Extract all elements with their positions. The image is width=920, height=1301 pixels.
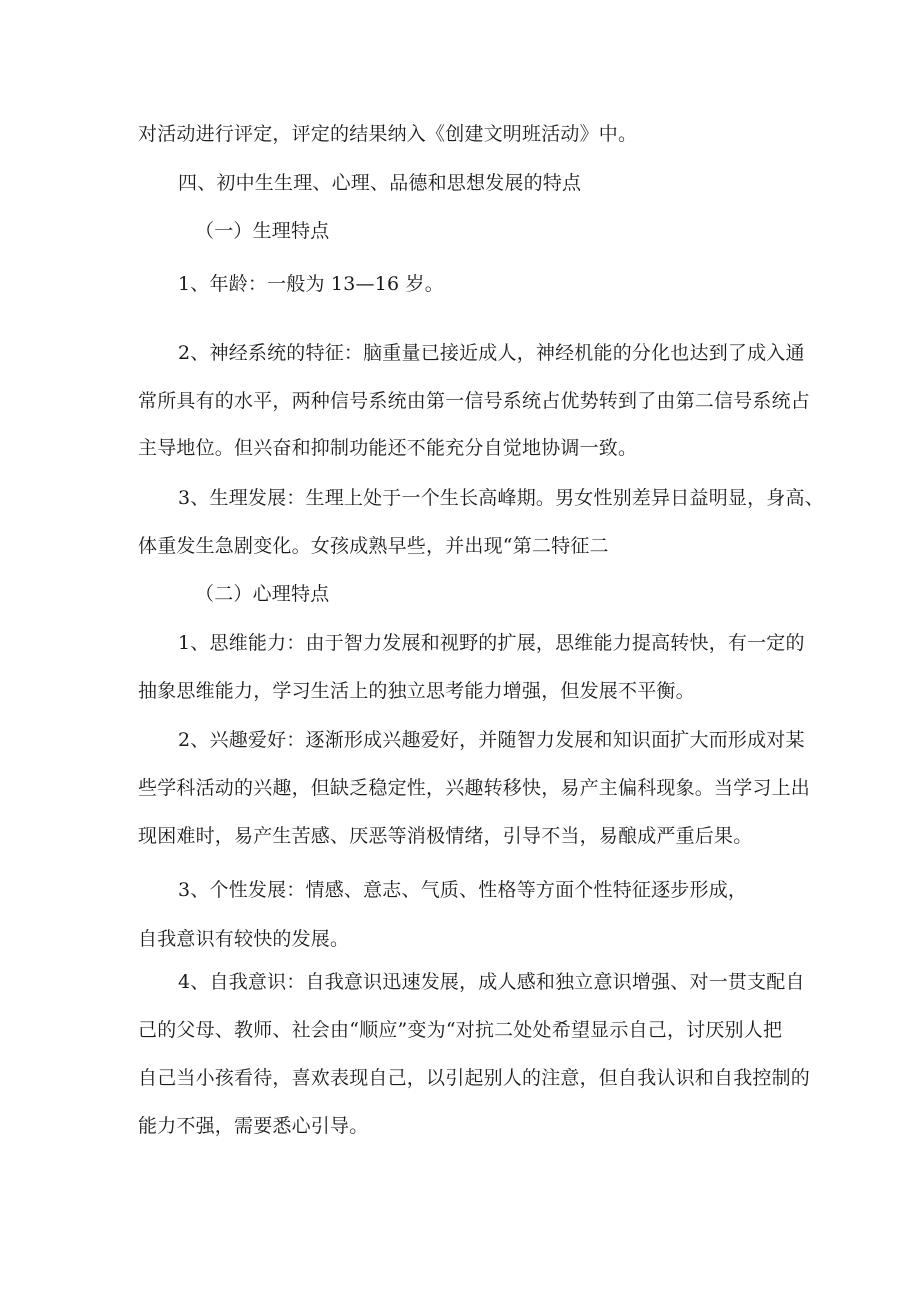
paragraph-line: 些学科活动的兴趣，但缺乏稳定性，兴趣转移快，易产主偏科现象。当学习上出 xyxy=(138,777,811,799)
subsection-heading: （一）生理特点 xyxy=(195,220,330,242)
paragraph-line: 1、年龄：一般为 13—16 岁。 xyxy=(178,273,444,295)
paragraph-line: 抽象思维能力，学习生活上的独立思考能力增强，但发展不平衡。 xyxy=(138,680,695,702)
section-heading: 四、初中生生理、心理、品德和思想发展的特点 xyxy=(178,172,582,194)
paragraph-line: 2、兴趣爱好：逐渐形成兴趣爱好，并随智力发展和知识面扩大而形成对某 xyxy=(178,729,805,751)
paragraph-line: 体重发生急剧变化。女孩成熟早些，并出现“第二特征二 xyxy=(138,535,609,557)
paragraph-line: 3、个性发展：情感、意志、气质、性格等方面个性特征逐步形成， xyxy=(178,879,748,901)
paragraph-line: 现困难时，易产生苦感、厌恶等消极情绪，引导不当，易酿成严重后果。 xyxy=(138,825,753,847)
paragraph-line: 2、神经系统的特征：脑重量已接近成人，神经机能的分化也达到了成入通 xyxy=(178,342,805,364)
paragraph-line: 主导地位。但兴奋和抑制功能还不能充分自觉地协调一致。 xyxy=(138,437,638,459)
paragraph-line: 常所具有的水平，两种信号系统由第一信号系统占优势转到了由第二信号系统占 xyxy=(138,390,811,412)
paragraph-line: 1、思维能力：由于智力发展和视野的扩展，思维能力提高转快，有一定的 xyxy=(178,632,805,654)
paragraph-line: 自我意识有较快的发展。 xyxy=(138,928,350,950)
paragraph-line: 3、生理发展：生理上处于一个生长高峰期。男女性别差异日益明显，身高、 xyxy=(178,487,824,509)
subsection-heading: （二）心理特点 xyxy=(195,583,330,605)
paragraph-line: 4、自我意识：自我意识迅速发展，成人感和独立意识增强、对一贯支配自 xyxy=(178,971,805,993)
paragraph-line: 能力不强，需要悉心引导。 xyxy=(138,1115,369,1137)
paragraph-line: 对活动进行评定，评定的结果纳入《创建文明班活动》中。 xyxy=(138,123,638,145)
paragraph-line: 自己当小孩看待，喜欢表现自己，以引起别人的注意，但自我认识和自我控制的 xyxy=(138,1067,811,1089)
paragraph-line: 己的父母、教师、社会由“顺应”变为“对抗二处处希望显示自己，讨厌别人把 xyxy=(138,1019,783,1041)
